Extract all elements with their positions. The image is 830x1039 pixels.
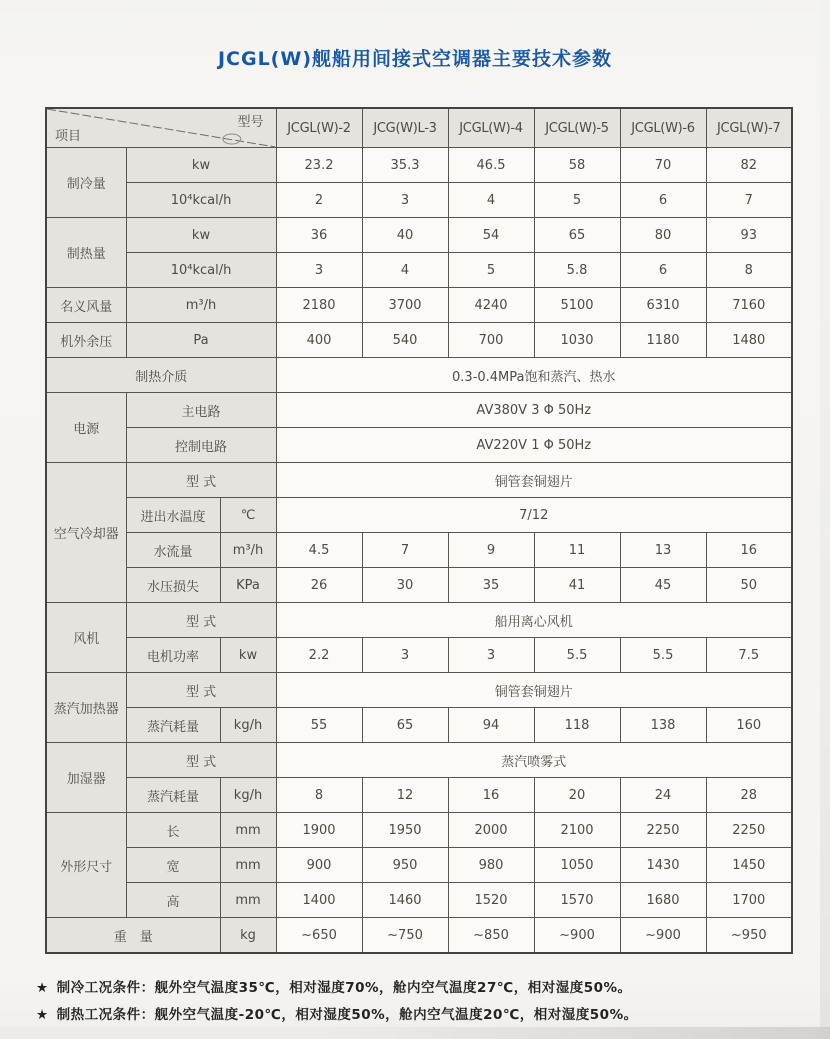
value-cell: 6 <box>620 253 706 288</box>
note-heating-condition <box>36 1003 830 1023</box>
param-label-cell: 名义风量 <box>46 288 126 323</box>
value-cell: 5.8 <box>534 253 620 288</box>
param-label-cell: 加湿器 <box>46 743 126 813</box>
value-cell: 铜管套铜翅片 <box>276 673 792 708</box>
value-cell: 1180 <box>620 323 706 358</box>
value-cell: 2000 <box>448 813 534 848</box>
param-label-cell: 型 式 <box>126 463 276 498</box>
table-row <box>46 323 792 358</box>
table-row <box>46 393 792 428</box>
table-row <box>46 603 792 638</box>
value-cell: 5.5 <box>534 638 620 673</box>
param-label-cell: kw <box>126 218 276 253</box>
param-label-cell: Pa <box>126 323 276 358</box>
param-label-cell: 空气冷却器 <box>46 463 126 603</box>
value-cell: 1900 <box>276 813 362 848</box>
table-row <box>46 463 792 498</box>
corner-model-label: 型号 <box>237 115 264 130</box>
model-header: JCGL(W)-2 <box>276 108 362 148</box>
value-cell: 65 <box>362 708 448 743</box>
note-heating-text: 制热工况条件：舰外空气温度-20℃，相对湿度50%，舱内空气温度20℃，相对湿度50%。 <box>56 1007 638 1023</box>
value-cell: 980 <box>448 848 534 883</box>
value-cell: 8 <box>276 778 362 813</box>
value-cell: 3 <box>276 253 362 288</box>
value-cell: 13 <box>620 533 706 568</box>
value-cell: 5 <box>448 253 534 288</box>
value-cell: 45 <box>620 568 706 603</box>
value-cell: 540 <box>362 323 448 358</box>
value-cell: ~900 <box>620 918 706 954</box>
param-label-cell: 水压损失 <box>126 568 220 603</box>
value-cell: 1400 <box>276 883 362 918</box>
param-label-cell: 机外余压 <box>46 323 126 358</box>
value-cell: 9 <box>448 533 534 568</box>
value-cell: 7.5 <box>706 638 792 673</box>
value-cell: 1700 <box>706 883 792 918</box>
table-row <box>46 918 792 954</box>
note-cooling-condition <box>36 976 830 996</box>
value-cell: 4 <box>448 183 534 218</box>
table-row <box>46 813 792 848</box>
value-cell: 8 <box>706 253 792 288</box>
param-label-cell: kg <box>220 918 276 954</box>
star-icon: ★ <box>36 1007 49 1023</box>
value-cell: 6310 <box>620 288 706 323</box>
value-cell: 船用离心风机 <box>276 603 792 638</box>
value-cell: 950 <box>362 848 448 883</box>
value-cell: 24 <box>620 778 706 813</box>
param-label-cell: 型 式 <box>126 603 276 638</box>
value-cell: 65 <box>534 218 620 253</box>
value-cell: 400 <box>276 323 362 358</box>
value-cell: 0.3-0.4MPa饱和蒸汽、热水 <box>276 358 792 393</box>
value-cell: ~750 <box>362 918 448 954</box>
param-label-cell: 10⁴kcal/h <box>126 183 276 218</box>
value-cell: 2180 <box>276 288 362 323</box>
param-label-cell: 蒸汽加热器 <box>46 673 126 743</box>
value-cell: 11 <box>534 533 620 568</box>
param-label-cell: mm <box>220 848 276 883</box>
value-cell: ~900 <box>534 918 620 954</box>
value-cell: 138 <box>620 708 706 743</box>
value-cell: 20 <box>534 778 620 813</box>
table-header-row <box>46 108 792 148</box>
model-header: JCGL(W)-4 <box>448 108 534 148</box>
star-icon: ★ <box>36 980 49 996</box>
param-label-cell: 制热介质 <box>46 358 276 393</box>
param-label-cell: kg/h <box>220 778 276 813</box>
scan-edge-shadow <box>820 0 830 1039</box>
param-label-cell: 风机 <box>46 603 126 673</box>
spec-table <box>45 107 793 954</box>
param-label-cell: 制冷量 <box>46 148 126 218</box>
param-label-cell: kg/h <box>220 708 276 743</box>
value-cell: 36 <box>276 218 362 253</box>
value-cell: 28 <box>706 778 792 813</box>
table-row <box>46 778 792 813</box>
param-label-cell: 宽 <box>126 848 220 883</box>
value-cell: 35.3 <box>362 148 448 183</box>
value-cell: 70 <box>620 148 706 183</box>
value-cell: 5100 <box>534 288 620 323</box>
value-cell: 4.5 <box>276 533 362 568</box>
table-row <box>46 148 792 183</box>
value-cell: 4 <box>362 253 448 288</box>
param-label-cell: 电机功率 <box>126 638 220 673</box>
value-cell: 118 <box>534 708 620 743</box>
value-cell: 1520 <box>448 883 534 918</box>
value-cell: 58 <box>534 148 620 183</box>
value-cell: 35 <box>448 568 534 603</box>
param-label-cell: 进出水温度 <box>126 498 220 533</box>
value-cell: 16 <box>448 778 534 813</box>
param-label-cell: 蒸汽耗量 <box>126 778 220 813</box>
table-row <box>46 533 792 568</box>
value-cell: 5 <box>534 183 620 218</box>
param-label-cell: 重 量 <box>46 918 220 954</box>
param-label-cell: 型 式 <box>126 743 276 778</box>
value-cell: 1570 <box>534 883 620 918</box>
param-label-cell: 电源 <box>46 393 126 463</box>
value-cell: 6 <box>620 183 706 218</box>
value-cell: 铜管套铜翅片 <box>276 463 792 498</box>
param-label-cell: kw <box>126 148 276 183</box>
table-row <box>46 183 792 218</box>
value-cell: 2.2 <box>276 638 362 673</box>
value-cell: 93 <box>706 218 792 253</box>
table-row <box>46 883 792 918</box>
value-cell: 7 <box>706 183 792 218</box>
value-cell: 4240 <box>448 288 534 323</box>
value-cell: 82 <box>706 148 792 183</box>
model-header: JCGL(W)-7 <box>706 108 792 148</box>
value-cell: ~650 <box>276 918 362 954</box>
value-cell: 1950 <box>362 813 448 848</box>
model-header: JCGL(W)-5 <box>534 108 620 148</box>
param-label-cell: m³/h <box>220 533 276 568</box>
value-cell: ~950 <box>706 918 792 954</box>
table-row <box>46 288 792 323</box>
table-row <box>46 848 792 883</box>
value-cell: 7160 <box>706 288 792 323</box>
value-cell: 7/12 <box>276 498 792 533</box>
value-cell: 94 <box>448 708 534 743</box>
param-label-cell: 型 式 <box>126 673 276 708</box>
page-title: JCGL(W)舰船用间接式空调器主要技术参数 <box>217 48 613 70</box>
param-label-cell: 高 <box>126 883 220 918</box>
value-cell: 1430 <box>620 848 706 883</box>
table-row <box>46 743 792 778</box>
value-cell: 1460 <box>362 883 448 918</box>
value-cell: 3 <box>362 638 448 673</box>
table-row <box>46 428 792 463</box>
value-cell: 80 <box>620 218 706 253</box>
value-cell: 2100 <box>534 813 620 848</box>
value-cell: 30 <box>362 568 448 603</box>
value-cell: 3700 <box>362 288 448 323</box>
param-label-cell: 10⁴kcal/h <box>126 253 276 288</box>
param-label-cell: ℃ <box>220 498 276 533</box>
param-label-cell: 蒸汽耗量 <box>126 708 220 743</box>
param-label-cell: 制热量 <box>46 218 126 288</box>
table-row <box>46 218 792 253</box>
param-label-cell: KPa <box>220 568 276 603</box>
value-cell: 12 <box>362 778 448 813</box>
value-cell: 41 <box>534 568 620 603</box>
value-cell: 2250 <box>620 813 706 848</box>
value-cell: 5.5 <box>620 638 706 673</box>
value-cell: 54 <box>448 218 534 253</box>
value-cell: 900 <box>276 848 362 883</box>
value-cell: 16 <box>706 533 792 568</box>
table-row <box>46 358 792 393</box>
param-label-cell: mm <box>220 883 276 918</box>
value-cell: ~850 <box>448 918 534 954</box>
value-cell: AV380V 3 Φ 50Hz <box>276 393 792 428</box>
value-cell: 3 <box>362 183 448 218</box>
param-label-cell: kw <box>220 638 276 673</box>
spec-table-body <box>46 148 792 954</box>
model-header: JCGL(W)-6 <box>620 108 706 148</box>
value-cell: 蒸汽喷雾式 <box>276 743 792 778</box>
value-cell: 40 <box>362 218 448 253</box>
param-label-cell: 外形尺寸 <box>46 813 126 918</box>
corner-item-label: 项目 <box>55 129 82 144</box>
param-label-cell: mm <box>220 813 276 848</box>
notes <box>36 976 830 1023</box>
table-row <box>46 673 792 708</box>
value-cell: 26 <box>276 568 362 603</box>
scan-edge-shadow <box>0 1027 830 1039</box>
param-label-cell: 控制电路 <box>126 428 276 463</box>
value-cell: 7 <box>362 533 448 568</box>
value-cell: 55 <box>276 708 362 743</box>
note-cooling-text: 制冷工况条件：舰外空气温度35℃，相对湿度70%，舱内空气温度27℃，相对湿度50%。 <box>56 980 632 996</box>
value-cell: 2250 <box>706 813 792 848</box>
param-label-cell: 长 <box>126 813 220 848</box>
param-label-cell: 水流量 <box>126 533 220 568</box>
table-row <box>46 253 792 288</box>
table-row <box>46 638 792 673</box>
value-cell: AV220V 1 Φ 50Hz <box>276 428 792 463</box>
table-row <box>46 498 792 533</box>
value-cell: 50 <box>706 568 792 603</box>
value-cell: 160 <box>706 708 792 743</box>
value-cell: 2 <box>276 183 362 218</box>
value-cell: 23.2 <box>276 148 362 183</box>
param-label-cell: m³/h <box>126 288 276 323</box>
value-cell: 1050 <box>534 848 620 883</box>
table-row <box>46 708 792 743</box>
value-cell: 1680 <box>620 883 706 918</box>
value-cell: 700 <box>448 323 534 358</box>
value-cell: 46.5 <box>448 148 534 183</box>
table-row <box>46 568 792 603</box>
corner-cell <box>46 108 276 148</box>
value-cell: 3 <box>448 638 534 673</box>
param-label-cell: 主电路 <box>126 393 276 428</box>
value-cell: 1030 <box>534 323 620 358</box>
value-cell: 1450 <box>706 848 792 883</box>
model-header: JCG(W)L-3 <box>362 108 448 148</box>
value-cell: 1480 <box>706 323 792 358</box>
